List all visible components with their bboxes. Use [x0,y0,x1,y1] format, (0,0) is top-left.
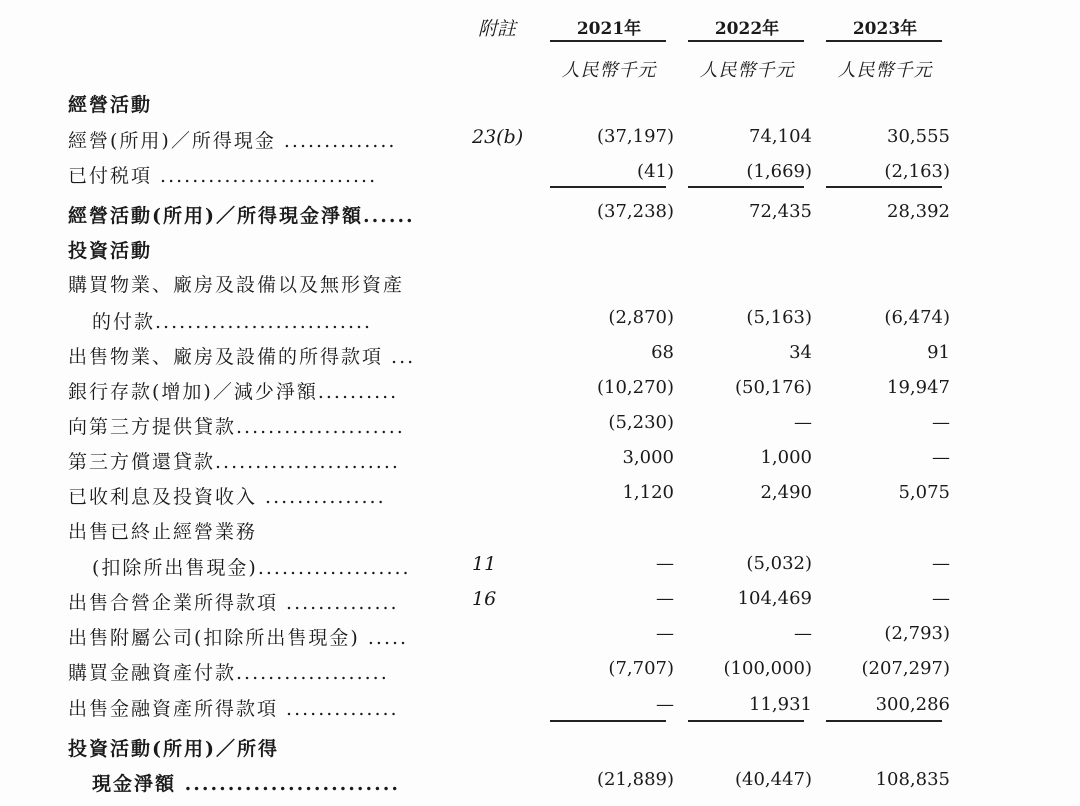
row-value-2022: (1,669) [746,161,812,182]
table-row [0,482,1080,516]
row-value-2023: — [932,553,950,574]
row-value-2022: (100,000) [723,658,812,679]
row-label: 經營(所用)／所得現金 .............. [68,130,397,152]
row-value-2023: 300,286 [875,694,950,715]
row-value-2021: — [656,553,674,574]
row-label: 經營活動 [68,94,153,116]
unit-label-2023: 人民幣千元 [837,60,933,81]
row-value-2023: — [932,447,950,468]
unit-label-2022: 人民幣千元 [699,60,795,81]
row-value-2022: 72,435 [749,201,812,222]
table-row [0,694,1080,728]
row-value-2021: (21,889) [596,769,674,790]
row-label: 現金淨額 ......................... [92,773,400,795]
row-value-2023: — [932,412,950,433]
row-label: 出售已終止經營業務 [68,521,258,543]
row-label: 的付款........................... [92,311,373,333]
row-value-2022: 11,931 [749,694,812,715]
table-row [0,769,1080,803]
row-value-2023: 5,075 [898,482,950,503]
subtotal-rule-2021 [550,186,666,188]
row-value-2022: (5,032) [746,553,812,574]
row-label: 出售金融資產所得款項 .............. [68,698,399,720]
header-underline-2022 [688,40,804,42]
row-value-2023: (207,297) [861,658,950,679]
table-row [0,270,1080,304]
row-label: 出售物業、廠房及設備的所得款項 ... [68,346,416,368]
subtotal-rule-2023-b [826,720,942,722]
table-row [0,412,1080,446]
row-value-2022: 34 [789,342,812,363]
year-header-2023: 2023年 [852,19,918,39]
row-label: 已收利息及投資收入 ............... [68,486,386,508]
table-row [0,553,1080,587]
table-row [0,658,1080,692]
table-row [0,447,1080,481]
row-label: 購買物業、廠房及設備以及無形資產 [68,274,405,296]
row-value-2023: 19,947 [887,377,950,398]
subtotal-rule-2021-b [550,720,666,722]
table-row [0,161,1080,195]
row-value-2023: 108,835 [875,769,950,790]
row-value-2021: (37,197) [596,126,674,147]
row-value-2023: 30,555 [887,126,950,147]
row-label: 出售附屬公司(扣除所出售現金) ..... [68,627,409,649]
row-value-2023: 91 [927,342,950,363]
row-note: 23(b) [472,126,524,148]
row-value-2022: (5,163) [746,307,812,328]
table-row [0,342,1080,376]
subtotal-rule-2022 [688,186,804,188]
table-row [0,126,1080,160]
row-value-2021: — [656,588,674,609]
row-label: 經營活動(所用)／所得現金淨額...... [68,205,415,227]
row-value-2022: 2,490 [760,482,812,503]
table-row [0,517,1080,551]
row-value-2022: — [794,623,812,644]
subtotal-rule-2022-b [688,720,804,722]
row-label: 購買金融資產付款................... [68,662,389,684]
row-value-2022: (40,447) [734,769,812,790]
row-value-2021: — [656,623,674,644]
table-row [0,623,1080,657]
subtotal-rule-2023 [826,186,942,188]
year-header-2021: 2021年 [576,19,642,39]
row-label: 已付税項 ........................... [68,165,378,187]
header-underline-2021 [550,40,666,42]
row-note: 16 [472,588,497,610]
row-value-2022: — [794,412,812,433]
table-row [0,307,1080,341]
row-value-2023: 28,392 [887,201,950,222]
row-label: 向第三方提供貸款..................... [68,416,405,438]
row-value-2022: (50,176) [734,377,812,398]
row-value-2022: 1,000 [760,447,812,468]
table-row [0,588,1080,622]
note-column-header: 附註 [478,18,517,40]
row-value-2021: (7,707) [608,658,674,679]
header-underline-2023 [826,40,942,42]
row-value-2021: 3,000 [622,447,674,468]
table-row [0,201,1080,235]
table-row [0,734,1080,768]
row-value-2022: 104,469 [737,588,812,609]
row-value-2021: (41) [637,161,674,182]
row-value-2021: 68 [651,342,674,363]
row-value-2021: 1,120 [622,482,674,503]
row-value-2022: 74,104 [749,126,812,147]
table-row [0,377,1080,411]
row-label: 第三方償還貸款....................... [68,451,400,473]
row-value-2023: (2,163) [884,161,950,182]
row-value-2021: — [656,694,674,715]
row-value-2021: (10,270) [596,377,674,398]
row-value-2021: (5,230) [608,412,674,433]
table-row [0,236,1080,270]
row-label: 銀行存款(增加)／減少淨額.......... [68,381,399,403]
row-value-2023: (6,474) [884,307,950,328]
row-value-2023: (2,793) [884,623,950,644]
row-label: 投資活動(所用)／所得 [68,738,279,760]
unit-label-2021: 人民幣千元 [561,60,657,81]
table-row [0,90,1080,124]
row-value-2021: (2,870) [608,307,674,328]
row-label: 出售合營企業所得款項 .............. [68,592,399,614]
row-label: (扣除所出售現金)................... [92,557,411,579]
year-header-2022: 2022年 [714,19,780,39]
row-note: 11 [472,553,497,575]
row-value-2021: (37,238) [596,201,674,222]
row-label: 投資活動 [68,240,153,262]
row-value-2023: — [932,588,950,609]
